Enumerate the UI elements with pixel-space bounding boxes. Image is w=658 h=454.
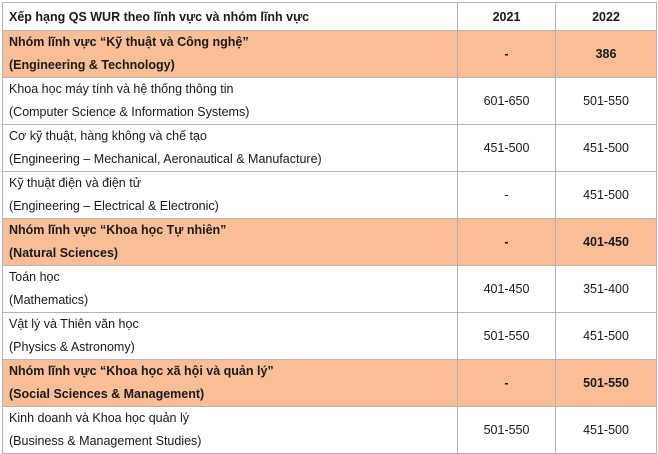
header-category: Xếp hạng QS WUR theo lĩnh vực và nhóm lĩnh vực (3, 3, 458, 31)
rank-2021: 501-550 (458, 407, 556, 454)
field-name-cell (3, 313, 458, 360)
field-name-cell (3, 125, 458, 172)
field-name-en: (Engineering – Mechanical, Aeronautical & Manufacture) (9, 152, 322, 166)
table-row (3, 313, 657, 360)
field-name-en: (Mathematics) (9, 293, 89, 307)
field-name-vi: Khoa học máy tính và hệ thống thông tin (9, 82, 234, 96)
rank-2021: - (458, 219, 556, 266)
rank-2022: 351-400 (556, 266, 657, 313)
field-name-vi: Nhóm lĩnh vực “Khoa học Tự nhiên” (9, 223, 227, 237)
rank-2022: 451-500 (556, 172, 657, 219)
rank-2022: 451-500 (556, 407, 657, 454)
ranking-table (2, 2, 657, 454)
field-name-cell (3, 407, 458, 454)
rank-2022: 451-500 (556, 313, 657, 360)
field-name-cell (3, 172, 458, 219)
rank-2022: 501-550 (556, 360, 657, 407)
rank-2021: 501-550 (458, 313, 556, 360)
field-name-cell (3, 360, 458, 407)
rank-2022: 451-500 (556, 125, 657, 172)
field-name-cell (3, 266, 458, 313)
field-name-vi: Nhóm lĩnh vực “Khoa học xã hội và quản lý” (9, 364, 274, 378)
rank-2021: 401-450 (458, 266, 556, 313)
field-name-vi: Kỹ thuật điện và điện tử (9, 176, 142, 190)
rank-2021: - (458, 172, 556, 219)
header-row (3, 3, 657, 31)
field-name-vi: Vật lý và Thiên văn học (9, 317, 139, 331)
rank-2022: 501-550 (556, 78, 657, 125)
field-name-vi: Toán học (9, 270, 60, 284)
field-name-en: (Natural Sciences) (9, 246, 119, 260)
field-name-vi: Nhóm lĩnh vực “Kỹ thuật và Công nghệ” (9, 35, 249, 49)
field-name-en: (Engineering & Technology) (9, 58, 175, 72)
field-name-vi: Cơ kỹ thuật, hàng không và chế tạo (9, 129, 207, 143)
header-year-2021: 2021 (458, 3, 556, 31)
rank-2021: - (458, 360, 556, 407)
rank-2021: - (458, 31, 556, 78)
table-row (3, 172, 657, 219)
table-row (3, 407, 657, 454)
field-name-cell (3, 31, 458, 78)
group-row-natural-sciences (3, 219, 657, 266)
field-name-en: (Engineering – Electrical & Electronic) (9, 199, 219, 213)
table-row (3, 266, 657, 313)
rank-2021: 451-500 (458, 125, 556, 172)
rank-2021: 601-650 (458, 78, 556, 125)
rank-2022: 386 (556, 31, 657, 78)
field-name-cell (3, 78, 458, 125)
header-year-2022: 2022 (556, 3, 657, 31)
field-name-en: (Computer Science & Information Systems) (9, 105, 250, 119)
field-name-en: (Business & Management Studies) (9, 434, 202, 448)
group-row-social-sciences (3, 360, 657, 407)
field-name-vi: Kinh doanh và Khoa học quản lý (9, 411, 189, 425)
field-name-en: (Social Sciences & Management) (9, 387, 205, 401)
field-name-en: (Physics & Astronomy) (9, 340, 135, 354)
group-row-engineering (3, 31, 657, 78)
table-row (3, 78, 657, 125)
table-row (3, 125, 657, 172)
rank-2022: 401-450 (556, 219, 657, 266)
field-name-cell (3, 219, 458, 266)
